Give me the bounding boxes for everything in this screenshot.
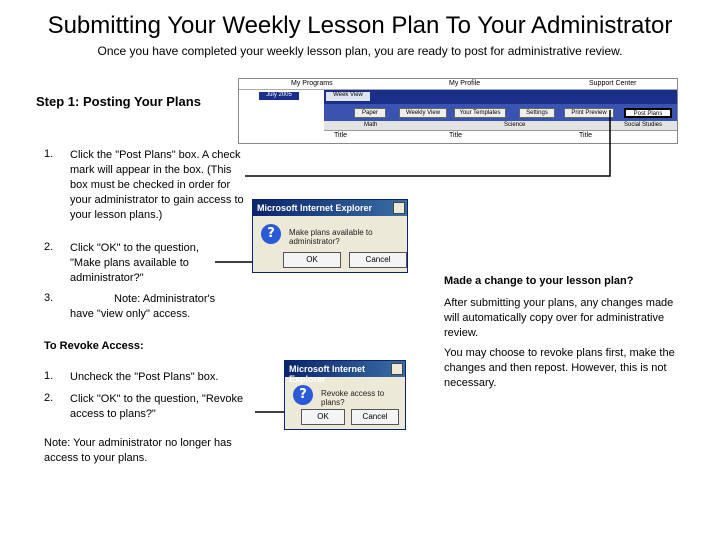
confirm-dialog-post — [252, 199, 408, 273]
tab-my-profile: My Profile — [449, 80, 481, 87]
question-icon: ? — [261, 224, 281, 244]
change-paragraph-1: After submitting your plans, any changes made will automatically copy over for administrative review. — [444, 297, 674, 339]
revoke-step-1-text: Uncheck the "Post Plans" box. — [70, 371, 219, 383]
close-icon — [391, 363, 403, 375]
dialog-title: Microsoft Internet Explorer — [253, 200, 407, 216]
ok-button[interactable]: OK — [301, 409, 345, 425]
cancel-button[interactable]: Cancel — [351, 409, 399, 425]
revoke-step-2-text: Click "OK" to the question, "Revoke access to plans?" — [70, 393, 244, 420]
column-science: Science — [504, 122, 526, 128]
step1-heading: Step 1: Posting Your Plans — [36, 94, 201, 109]
post-plans-checkbox: Post Plans — [624, 108, 672, 118]
view-label: Week View — [326, 92, 370, 101]
column-social-studies: Social Studies — [624, 122, 663, 128]
step-3-number: 3. — [44, 292, 54, 304]
paper-button: Paper — [354, 108, 386, 118]
question-icon: ? — [293, 385, 313, 405]
row-title-2: Title — [449, 132, 462, 139]
step-1-number: 1. — [44, 148, 54, 160]
cancel-button[interactable]: Cancel — [349, 252, 407, 268]
dialog-title: Microsoft Internet Explorer — [285, 361, 405, 377]
dialog-message: Revoke access to plans? — [321, 389, 385, 407]
step-3-text: Note: Administrator's have "view only" access. — [70, 293, 216, 320]
print-preview-button: Print Preview — [564, 108, 614, 118]
change-heading: Made a change to your lesson plan? — [444, 275, 634, 287]
weekly-view-button: Weekly View — [399, 108, 447, 118]
settings-button: Settings — [519, 108, 555, 118]
column-math: Math — [364, 122, 378, 128]
row-title-3: Title — [579, 132, 592, 139]
ok-button[interactable]: OK — [283, 252, 341, 268]
calendar-month: July 2005 — [259, 92, 299, 100]
row-title-1: Title — [334, 132, 347, 139]
change-paragraph-2: You may choose to revoke plans first, make the changes and then repost. However, this is not necessary. — [444, 347, 675, 389]
revoke-step-2-number: 2. — [44, 392, 54, 404]
your-templates-button: Your Templates — [454, 108, 506, 118]
step-2-number: 2. — [44, 241, 54, 253]
tab-support-center: Support Center — [589, 80, 637, 87]
step-2-text: Click "OK" to the question, "Make plans available to administrator?" — [70, 242, 199, 284]
tab-my-programs: My Programs — [291, 80, 333, 87]
close-icon — [393, 202, 405, 214]
dialog-message: Make plans available to administrator? — [289, 228, 373, 246]
connector-step1 — [245, 110, 610, 176]
page-title: Submitting Your Weekly Lesson Plan To Your Administrator — [47, 12, 673, 39]
page-subtitle: Once you have completed your weekly lesson plan, you are ready to post for administrative review. — [97, 44, 623, 58]
step-1-text: Click the "Post Plans" box. A check mark will appear in the box. (This box must be checked in order for your administrator to gain access to your lesson plans.) — [70, 149, 244, 221]
confirm-dialog-revoke — [284, 360, 406, 430]
revoke-note: Note: Your administrator no longer has access to your plans. — [44, 437, 232, 464]
revoke-step-1-number: 1. — [44, 370, 54, 382]
revoke-heading: To Revoke Access: — [44, 340, 144, 352]
